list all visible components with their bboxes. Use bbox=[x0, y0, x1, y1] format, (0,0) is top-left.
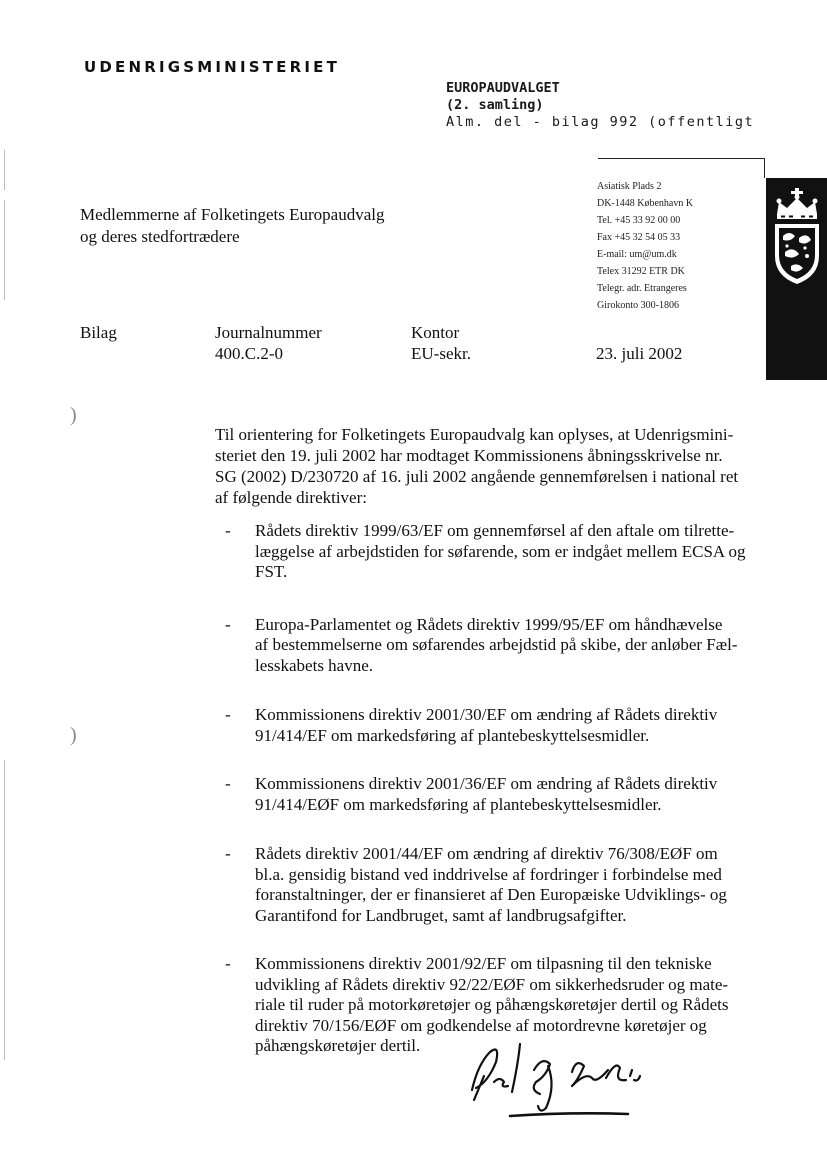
bullet-dash: - bbox=[225, 614, 231, 634]
recipient-line: og deres stedfortrædere bbox=[80, 227, 240, 246]
scan-artifact bbox=[4, 760, 5, 1060]
punch-hole-mark: ) bbox=[70, 404, 77, 426]
address-divider-tick bbox=[764, 158, 765, 178]
list-item bbox=[225, 844, 765, 926]
directive-line: 91/414/EF om markedsføring af plantebeskyttelsesmidler. bbox=[255, 725, 650, 745]
intro-paragraph bbox=[215, 424, 755, 508]
address-line: E-mail: um@um.dk bbox=[597, 249, 677, 260]
directive-line: FST. bbox=[255, 562, 288, 581]
journal-value: 400.C.2-0 bbox=[215, 344, 283, 363]
kontor-label: Kontor bbox=[411, 323, 460, 342]
list-item bbox=[225, 774, 765, 815]
directive-line: Rådets direktiv 2001/44/EF om ændring af direktiv 76/308/EØF om bbox=[255, 844, 718, 863]
directive-line: Rådets direktiv 1999/63/EF om gennemførsel af den aftale om tilrette- bbox=[255, 521, 735, 540]
directive-line: Garantifond for Landbruget, samt af landbrugsafgifter. bbox=[255, 905, 627, 925]
address-line: Fax +45 32 54 05 33 bbox=[597, 232, 681, 243]
address-line: Tel. +45 33 92 00 00 bbox=[597, 215, 681, 226]
royal-crest-icon bbox=[769, 186, 825, 286]
stamp-line: Alm. del - bilag 992 (offentligt bbox=[446, 114, 755, 130]
office bbox=[411, 322, 471, 364]
scan-artifact bbox=[4, 200, 5, 300]
recipient-line: Medlemmerne af Folketingets Europaudvalg bbox=[80, 205, 385, 224]
ministry-name: UDENRIGSMINISTERIET bbox=[84, 58, 341, 76]
sender-address bbox=[597, 178, 693, 314]
bilag-label: Bilag bbox=[80, 323, 117, 342]
scan-artifact bbox=[4, 150, 5, 190]
committee-stamp bbox=[446, 80, 754, 131]
journal-number bbox=[215, 322, 322, 364]
directive-line: af bestemmelserne om søfarendes arbejdstid på skibe, der anløber Fæl- bbox=[255, 635, 738, 654]
directive-line: riale til ruder på motorkøretøjer og påhængskøretøjer dertil og Rådets bbox=[255, 995, 729, 1014]
intro-line: Til orientering for Folketingets Europaudvalg kan oplyses, at Udenrigsmini- bbox=[215, 425, 734, 444]
bullet-dash: - bbox=[225, 774, 231, 793]
handwritten-signature bbox=[460, 1030, 670, 1120]
journal-label: Journalnummer bbox=[215, 323, 322, 342]
bullet-dash: - bbox=[225, 705, 231, 724]
address-line: DK-1448 København K bbox=[597, 198, 694, 209]
directive-line: direktiv 70/156/EØF om godkendelse af motordrevne køretøjer og bbox=[255, 1015, 707, 1035]
directive-line: lesskabets havne. bbox=[255, 655, 374, 675]
directive-line: udvikling af Rådets direktiv 92/22/EØF om sikkerhedsruder og mate- bbox=[255, 974, 729, 994]
address-line: Telegr. adr. Etrangeres bbox=[597, 283, 687, 294]
bullet-dash: - bbox=[225, 844, 231, 863]
intro-line: SG (2002) D/230720 af 16. juli 2002 angående gennemførelsen i national ret bbox=[215, 467, 739, 486]
directive-line: Kommissionens direktiv 2001/36/EF om ændring af Rådets direktiv bbox=[255, 774, 718, 793]
stamp-line: (2. samling) bbox=[446, 97, 544, 113]
letter-date: 23. juli 2002 bbox=[596, 344, 683, 363]
recipient-block bbox=[80, 204, 385, 248]
list-item bbox=[225, 615, 765, 677]
kontor-value: EU-sekr. bbox=[411, 344, 471, 363]
directive-line: foranstaltninger, der er finansieret af Den Europæiske Udviklings- og bbox=[255, 885, 727, 904]
intro-line: steriet den 19. juli 2002 har modtaget Kommissionens åbningsskrivelse nr. bbox=[215, 446, 723, 465]
address-line: Telex 31292 ETR DK bbox=[597, 266, 685, 277]
list-item bbox=[225, 705, 765, 746]
directive-list bbox=[225, 521, 765, 1057]
directive-line: Kommissionens direktiv 2001/30/EF om ændring af Rådets direktiv bbox=[255, 705, 718, 724]
directive-line: læggelse af arbejdstiden for søfarende, som er indgået mellem ECSA og bbox=[255, 541, 746, 561]
intro-line: af følgende direktiver: bbox=[215, 488, 367, 507]
punch-hole-mark: ) bbox=[70, 724, 77, 746]
address-line: Girokonto 300-1806 bbox=[597, 300, 679, 311]
directive-line: bl.a. gensidig bistand ved inddrivelse af fordringer i forbindelse med bbox=[255, 864, 722, 884]
address-line: Asiatisk Plads 2 bbox=[597, 181, 662, 192]
bullet-dash: - bbox=[225, 521, 231, 540]
bullet-dash: - bbox=[225, 954, 231, 973]
directive-line: 91/414/EØF om markedsføring af plantebeskyttelsesmidler. bbox=[255, 794, 662, 814]
directive-line: Kommissionens direktiv 2001/92/EF om tilpasning til den tekniske bbox=[255, 954, 712, 973]
stamp-line: EUROPAUDVALGET bbox=[446, 80, 560, 96]
address-divider bbox=[598, 158, 765, 159]
list-item bbox=[225, 521, 765, 583]
directive-line: påhængskøretøjer dertil. bbox=[255, 1036, 421, 1055]
directive-line: Europa-Parlamentet og Rådets direktiv 1999/95/EF om håndhævelse bbox=[255, 614, 723, 634]
